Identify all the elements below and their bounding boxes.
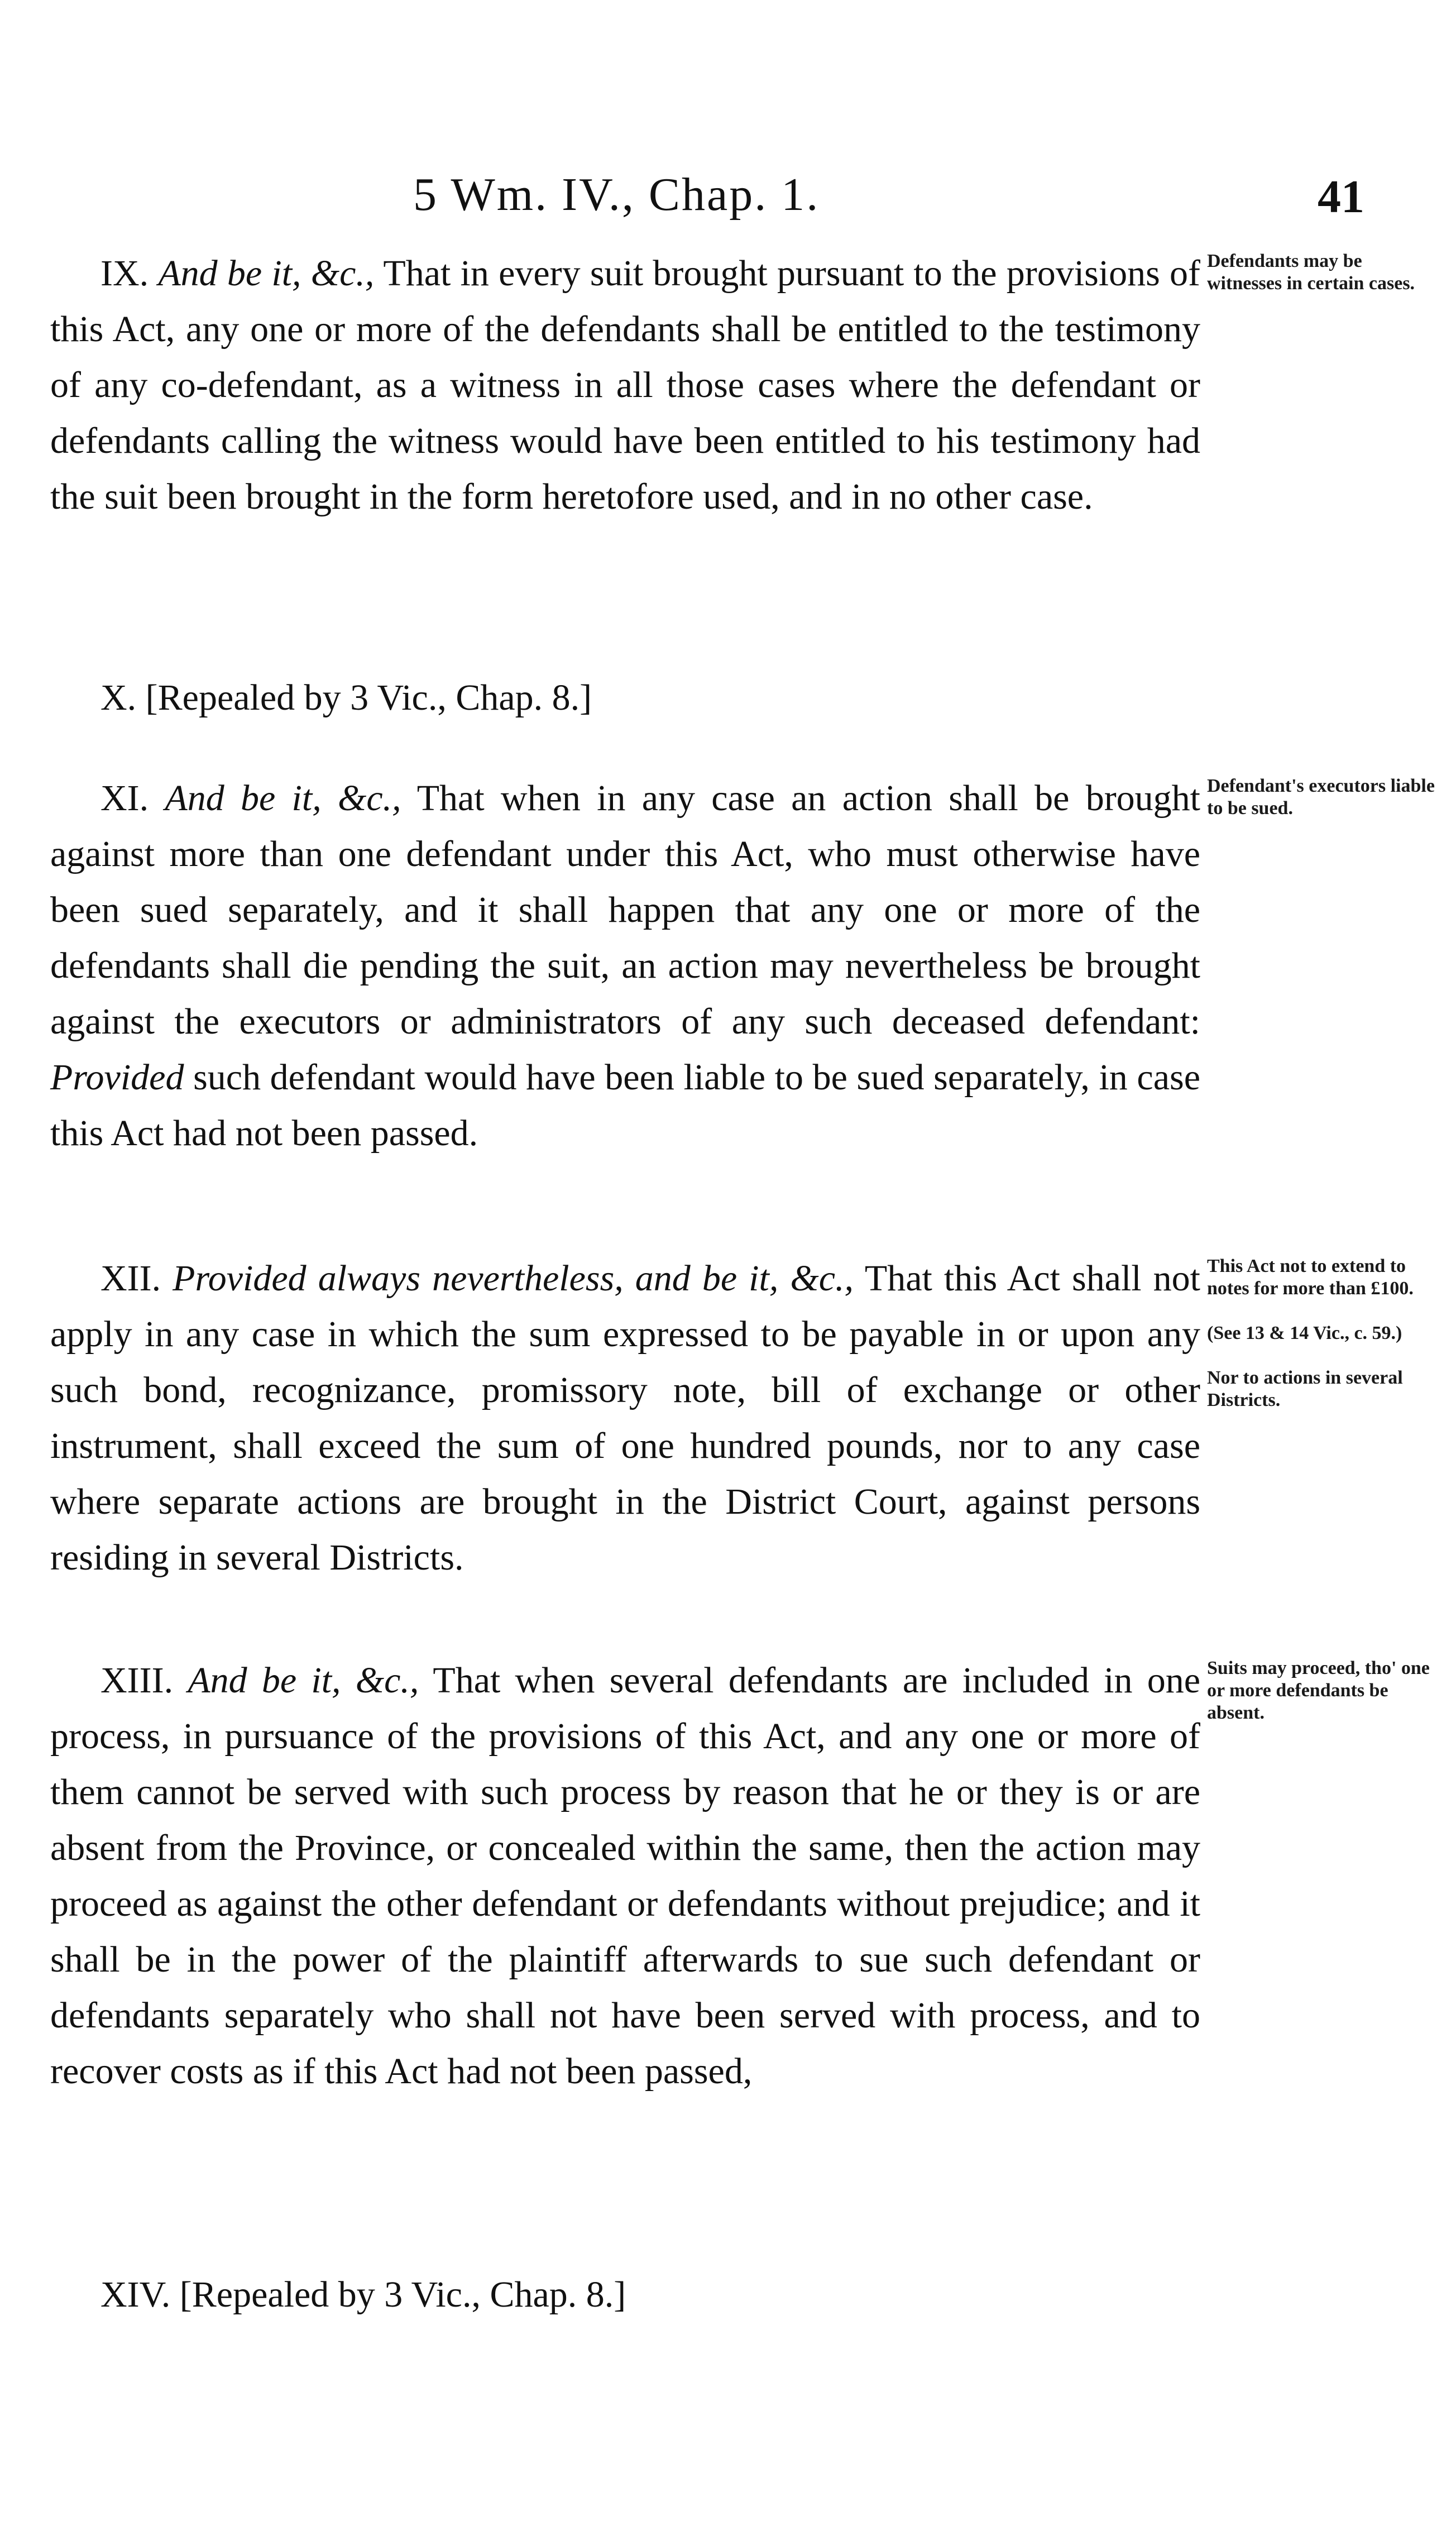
section-body: [Repealed by 3 Vic., Chap. 8.] xyxy=(145,677,592,718)
enacting-clause: And be it, &c., xyxy=(188,1660,419,1701)
section-number: XIV. xyxy=(100,2274,171,2315)
margin-note: (See 13 & 14 Vic., c. 59.) xyxy=(1207,1323,1402,1343)
section-xi-margin-notes xyxy=(1207,775,1441,820)
proviso-word: Provided xyxy=(50,1057,184,1098)
section-number: XIII. xyxy=(100,1660,174,1701)
margin-note: Defendants may be witnesses in certain cases. xyxy=(1207,251,1415,294)
section-xiv xyxy=(50,2267,1440,2328)
section-body: That when several defendants are included in one process, in pursuance of the provisions of this Act, and any one or more of them cannot be served with such process by reason that he or they is or are absent from the Province, or concealed within the same, then the action may proceed as against the other defendant or defendants without prejudice; and it shall be in the power of the plaintiff afterwards to sue such defendant or defendants separately who shall not have been served with process, and to recover costs as if this Act had not been passed, xyxy=(50,1660,1200,2092)
section-ix-text xyxy=(50,246,1200,525)
running-title: 5 Wm. IV., Chap. 1. xyxy=(413,169,820,221)
enacting-clause: And be it, &c., xyxy=(165,778,401,819)
section-xii-margin-notes xyxy=(1207,1255,1441,1412)
section-body: That this Act shall not apply in any case in which the sum expressed to be payable in or upon any such bond, recognizance, promissory note, bill of exchange or other instrument, shall exceed the sum of one hundred pounds, nor to any case where separate actions are brought in the District Court, against persons residing in several Districts. xyxy=(50,1258,1201,1578)
section-number: XI. xyxy=(100,778,149,819)
section-xiv-text xyxy=(50,2267,1200,2323)
margin-note: Suits may proceed, tho' one or more defendants be absent. xyxy=(1207,1658,1430,1723)
margin-note: This Act not to extend to notes for more than £100. xyxy=(1207,1256,1414,1299)
section-x xyxy=(50,670,1440,731)
margin-note: Nor to actions in several Districts. xyxy=(1207,1367,1403,1410)
section-number: X. xyxy=(100,677,137,718)
section-body-continued: such defendant would have been liable to be sued separately, in case this Act had not been passed. xyxy=(50,1057,1200,1154)
section-xiii xyxy=(50,1653,1440,2211)
page-number: 41 xyxy=(1318,171,1364,223)
section-xiii-text xyxy=(50,1653,1200,2099)
section-xiii-margin-notes xyxy=(1207,1657,1441,1724)
section-x-text xyxy=(50,670,1200,726)
margin-note: Defendant's executors liable to be sued. xyxy=(1207,776,1435,819)
section-xii-text xyxy=(50,1251,1200,1586)
section-body: That in every suit brought pursuant to the provisions of this Act, any one or more of the defendants shall be entitled to the testimony of any co-defendant, as a witness in all those cases where the defendant or defendants calling the witness would have been entitled to his testimony had the suit been brought in the form heretofore used, and in no other case. xyxy=(50,253,1200,517)
enacting-clause: And be it, &c., xyxy=(158,253,375,294)
section-xi xyxy=(50,771,1440,1217)
section-body: That when in any case an action shall be brought against more than one defendant under this Act, who must otherwise have been sued separately, and it shall happen that any one or more of the defendants shall die pending the suit, an action may nevertheless be brought against the executors or administrators of any such deceased defendant: xyxy=(50,778,1201,1042)
section-xi-text xyxy=(50,771,1200,1161)
section-number: IX. xyxy=(100,253,149,294)
section-body: [Repealed by 3 Vic., Chap. 8.] xyxy=(179,2274,626,2315)
section-ix-margin-notes xyxy=(1207,250,1441,295)
section-number: XII. xyxy=(100,1258,161,1299)
enacting-clause: Provided always nevertheless, and be it, &c., xyxy=(173,1258,854,1299)
section-xii xyxy=(50,1251,1440,1608)
page-header xyxy=(0,162,1456,229)
section-ix xyxy=(50,246,1440,637)
